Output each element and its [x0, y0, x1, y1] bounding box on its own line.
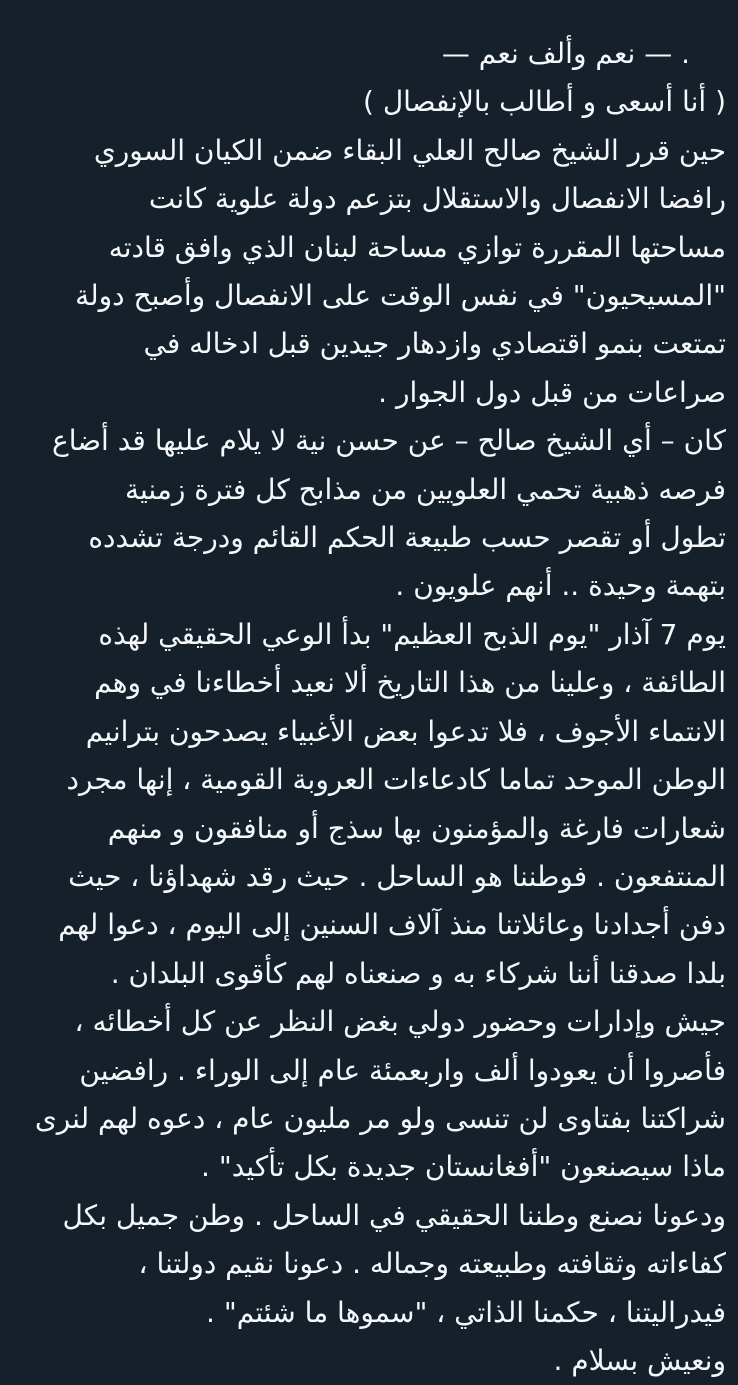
text-line: تطول أو تقصر حسب طبيعة الحكم القائم ودرجة تشدده	[88, 521, 726, 555]
text-line: الوطن الموحد تماما كادعاءات العروبة القومية ، إنها مجرد	[66, 763, 726, 797]
text-line: فيدراليتنا ، حكمنا الذاتي ، "سموها ما شئتم" .	[206, 1295, 726, 1329]
text-line: كان – أي الشيخ صالح – عن حسن نية لا يلام عليها قد أضاع	[52, 424, 726, 458]
text-line: رافضا الانفصال والاستقلال بتزعم دولة علوية كانت	[148, 182, 726, 216]
post-text	[14, 30, 726, 1385]
text-line: شعارات فارغة والمؤمنون بها سذج أو منافقون و منهم	[107, 811, 726, 845]
text-line: صراعات من قبل دول الجوار .	[378, 375, 726, 409]
post-heading: . — نعم وألف نعم —	[441, 37, 690, 70]
text-line: ماذا سيصنعون "أفغانستان جديدة بكل تأكيد" .	[201, 1150, 726, 1184]
post-subheading: ( أنا أسعى و أطالب بالإنفصال )	[363, 85, 726, 119]
text-line: مساحتها المقررة توازي مساحة لبنان الذي وافق قادته	[108, 230, 726, 264]
text-line: تمتعت بنمو اقتصادي وازدهار جيدين قبل ادخاله في	[143, 327, 726, 361]
text-line: بتهمة وحيدة .. أنهم علويون .	[395, 569, 726, 603]
text-line: جيش وإدارات وحضور دولي بغض النظر عن كل أخطائه ،	[74, 1005, 726, 1039]
text-line: كفاءاته وثقافته وطبيعته وجماله . دعونا نقيم دولتنا ،	[138, 1247, 726, 1281]
text-line: يوم 7 آذار "يوم الذبح العظيم" بدأ الوعي الحقيقي لهذه	[98, 617, 726, 651]
text-line: بلدا صدقنا أننا شركاء به و صنعناه لهم كأقوى البلدان .	[110, 956, 726, 990]
text-line: الطائفة ، وعلينا من هذا التاريخ ألا نعيد أخطاءنا في وهم	[94, 666, 726, 700]
text-line: فأصروا أن يعودوا ألف واربعمئة عام إلى الوراء . رافضين	[79, 1053, 726, 1087]
text-line: ونعيش بسلام .	[553, 1343, 726, 1377]
text-line: "المسيحيون" في نفس الوقت على الانفصال وأصبح دولة	[75, 279, 726, 313]
text-line: المنتفعون . فوطننا هو الساحل . حيث رقد شهداؤنا ، حيث	[68, 859, 726, 893]
text-line: الانتماء الأجوف ، فلا تدعوا بعض الأغبياء يصدحون بترانيم	[85, 714, 726, 748]
text-line: شراكتنا بفتاوى لن تنسى ولو مر مليون عام ، دعوه لهم لنرى	[34, 1101, 726, 1135]
text-line: ودعونا نصنع وطننا الحقيقي في الساحل . وطن جميل بكل	[62, 1198, 726, 1232]
text-line: حين قرر الشيخ صالح العلي البقاء ضمن الكيان السوري	[93, 133, 726, 167]
text-line: دفن أجدادنا وعائلاتنا منذ آلاف السنين إلى اليوم ، دعوا لهم	[58, 908, 726, 942]
text-line: فرصه ذهبية تحمي العلويين من مذابح كل فترة زمنية	[124, 472, 726, 506]
